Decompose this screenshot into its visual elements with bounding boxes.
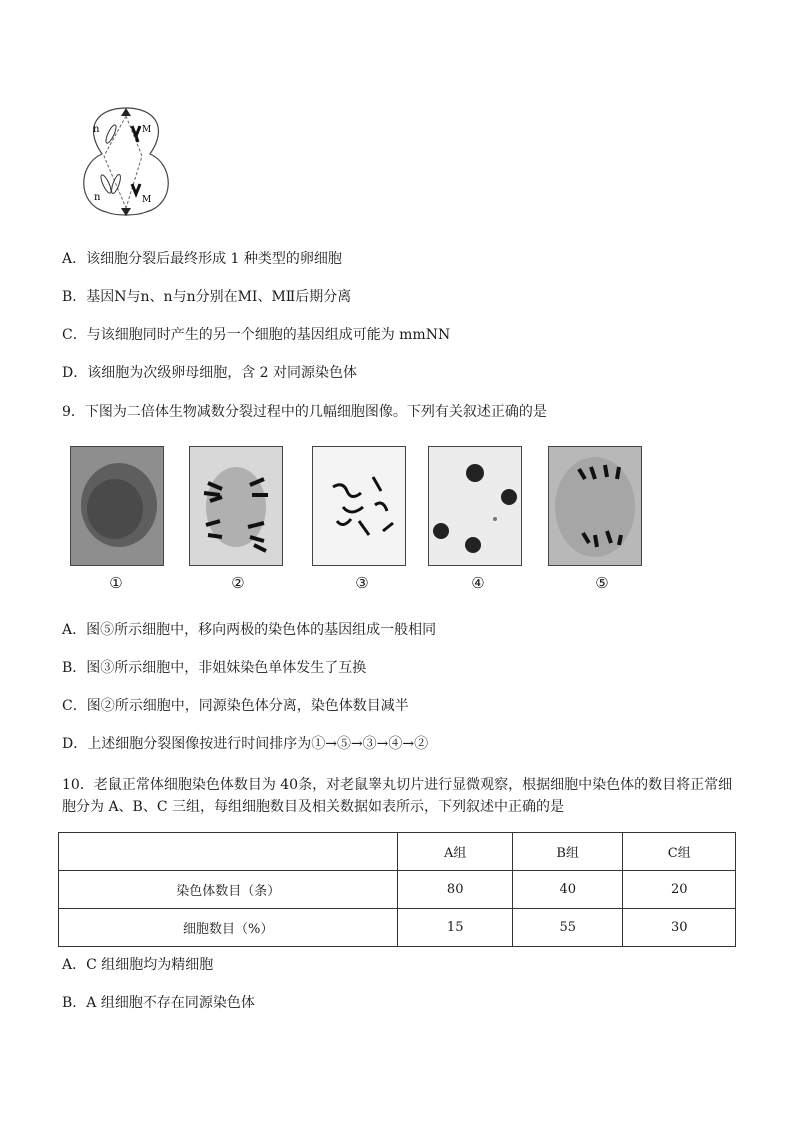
label-n-bottom: n (94, 192, 101, 203)
table-cell: 30 (623, 909, 736, 947)
label-M-bottom: M (142, 195, 152, 205)
q9-option-b: B．图③所示细胞中，非姐妹染色单体发生了互换 (62, 660, 367, 676)
q8-option-a: A．该细胞分裂后最终形成 1 种类型的卵细胞 (62, 251, 342, 267)
table-row (59, 909, 736, 947)
micrograph-1 (70, 446, 164, 566)
q9-option-d: D．上述细胞分裂图像按进行时间排序为①→⑤→③→④→② (62, 736, 429, 752)
image-label-1: ① (109, 574, 123, 592)
q10-data-table (58, 832, 736, 947)
label-M-top: M (142, 125, 152, 135)
table-row (59, 871, 736, 909)
q10-stem: 10．老鼠正常体细胞染色体数目为 40条，对老鼠睾丸切片进行显微观察，根据细胞中染色体的数目将正常细胞分为 A、B、C 三组，每组细胞数目及相关数据如表所示，下列叙述中正确的是 (62, 777, 733, 815)
table-header-cell: C组 (623, 833, 736, 871)
q9-option-c: C．图②所示细胞中，同源染色体分离，染色体数目减半 (62, 698, 409, 714)
table-cell: 55 (512, 909, 623, 947)
q8-option-c: C．与该细胞同时产生的另一个细胞的基因组成可能为 mmNN (62, 327, 451, 343)
table-cell: 15 (398, 909, 513, 947)
image-label-2: ② (231, 574, 245, 592)
table-cell: 染色体数目（条） (59, 871, 398, 909)
table-cell: 80 (398, 871, 513, 909)
table-cell: 40 (512, 871, 623, 909)
centrosome-top (121, 108, 131, 116)
q10-option-a: A．C 组细胞均为精细胞 (62, 957, 214, 973)
image-label-3: ③ (355, 574, 369, 592)
cell-division-figure (76, 104, 176, 222)
q8-option-d: D．该细胞为次级卵母细胞，含 2 对同源染色体 (62, 365, 358, 381)
q9-stem: 9．下图为二倍体生物减数分裂过程中的几幅细胞图像。下列有关叙述正确的是 (62, 404, 547, 420)
q8-option-b: B．基因N与n、n与n分别在MⅠ、MⅡ后期分离 (62, 289, 352, 305)
table-cell: 20 (623, 871, 736, 909)
image-label-5: ⑤ (595, 574, 609, 592)
table-header-cell (59, 833, 398, 871)
table-cell: 细胞数目（%） (59, 909, 398, 947)
q10-option-b: B．A 组细胞不存在同源染色体 (62, 995, 255, 1011)
micrograph-2 (189, 446, 283, 566)
table-header-row (59, 833, 736, 871)
table-header-cell: A组 (398, 833, 513, 871)
image-label-4: ④ (471, 574, 485, 592)
micrograph-5 (548, 446, 642, 566)
micrograph-4 (428, 446, 522, 566)
label-n-top: n (93, 124, 100, 135)
micrograph-3 (312, 446, 406, 566)
table-header-cell: B组 (512, 833, 623, 871)
q9-option-a: A．图⑤所示细胞中，移向两极的染色体的基因组成一般相同 (62, 622, 437, 638)
